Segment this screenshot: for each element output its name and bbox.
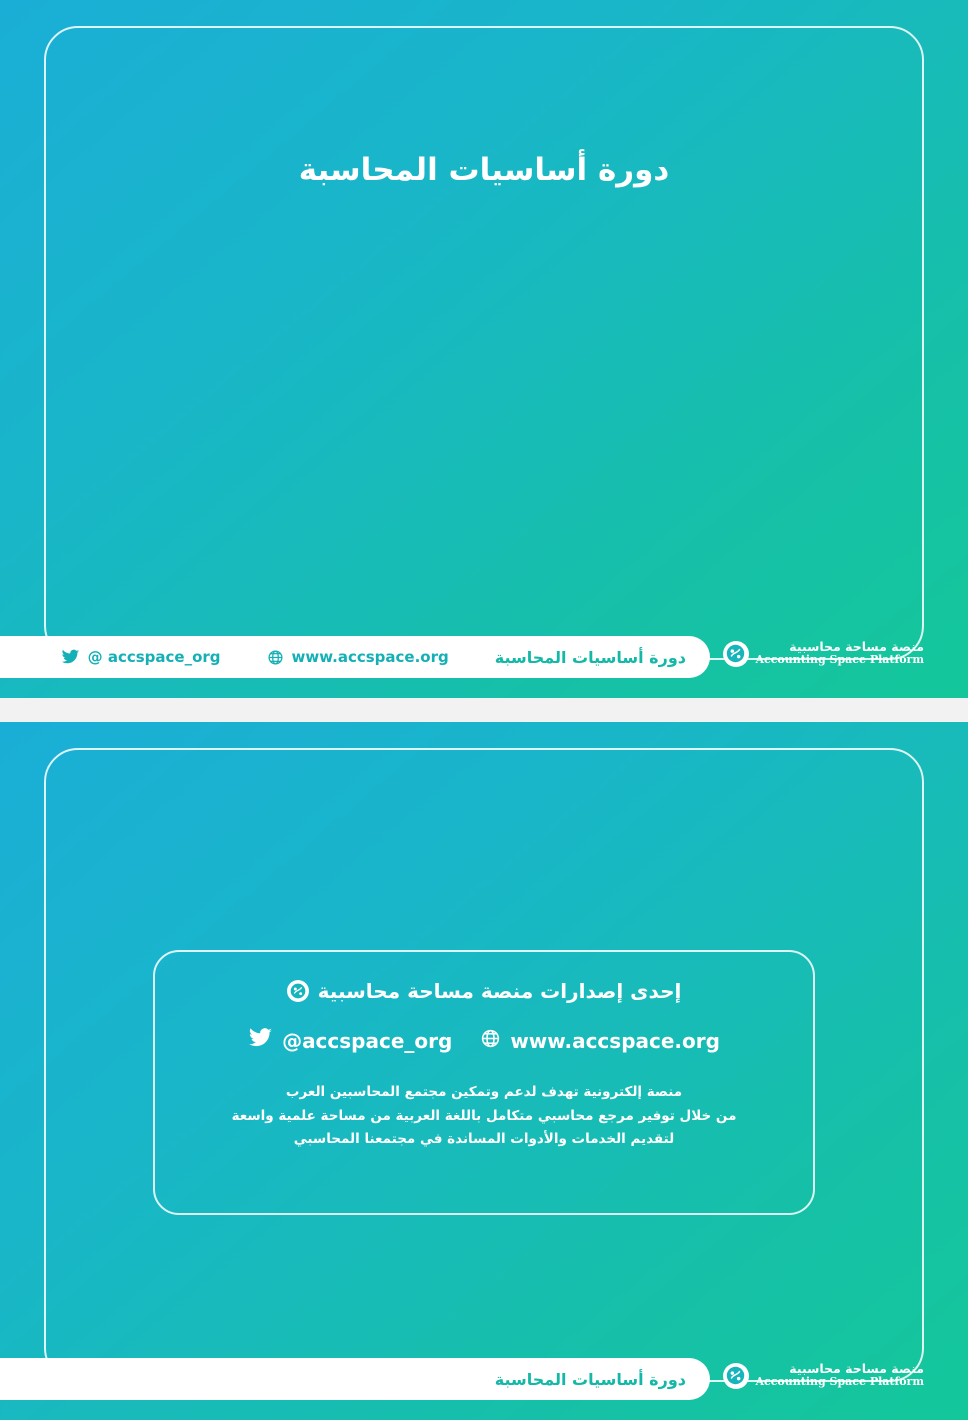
footer-link-twitter[interactable] [61, 648, 221, 666]
page-title: دورة أساسيات المحاسبة [298, 152, 670, 188]
card-link-website-label: www.accspace.org [510, 1029, 720, 1053]
twitter-bird-icon [61, 649, 80, 666]
globe-icon [480, 1028, 501, 1054]
brand-description-line: منصة إلكترونية تهدف لدعم وتمكين مجتمع المحاسبين العرب [285, 1084, 683, 1100]
accounting-space-logo-icon [723, 641, 749, 667]
footer-links [0, 636, 710, 678]
slide-closing [0, 722, 968, 1420]
footer-links [0, 1358, 710, 1400]
brand-description-line: لتقديم الخدمات والأدوات المساندة في مجتمعنا المحاسبي [293, 1131, 675, 1148]
brand-name-ar: منصة مساحة محاسبية [789, 639, 924, 654]
brand-name-ar: منصة مساحة محاسبية [789, 1361, 924, 1376]
twitter-bird-icon [248, 1028, 273, 1054]
brand-card-heading [287, 979, 682, 1003]
slide-footer [0, 1358, 968, 1400]
accounting-space-logo-icon [723, 1363, 749, 1389]
brand-description [232, 1081, 737, 1152]
accounting-space-logo-icon [287, 980, 309, 1002]
brand-card [153, 950, 815, 1215]
brand-card-links [248, 1028, 720, 1054]
slide-title [0, 0, 968, 698]
footer-link-website[interactable] [267, 648, 449, 666]
brand-name-en: Accounting Space Platform [755, 653, 924, 667]
brand-logo [723, 640, 925, 667]
brand-card-heading-label: إحدى إصدارات منصة مساحة محاسبية [317, 979, 682, 1003]
slide-footer [0, 636, 968, 678]
footer-link-website-label: www.accspace.org [291, 648, 449, 666]
globe-icon [267, 649, 284, 666]
brand-description-line: من خلال توفير مرجع محاسبي متكامل باللغة العربية من مساحة علمية واسعة [231, 1107, 737, 1124]
brand-logo-text [756, 1362, 925, 1389]
footer-link-twitter-label: @ accspace_org [87, 648, 221, 666]
brand-name-en: Accounting Space Platform [755, 1375, 924, 1389]
card-link-twitter[interactable] [248, 1028, 452, 1054]
brand-logo [723, 1362, 925, 1389]
footer-course-label: دورة أساسيات المحاسبة [494, 647, 686, 667]
brand-logo-text [756, 640, 925, 667]
slide-frame [44, 26, 924, 660]
card-link-twitter-label: @accspace_org [282, 1029, 453, 1053]
footer-course-label: دورة أساسيات المحاسبة [494, 1369, 686, 1389]
card-link-website[interactable] [480, 1028, 720, 1054]
